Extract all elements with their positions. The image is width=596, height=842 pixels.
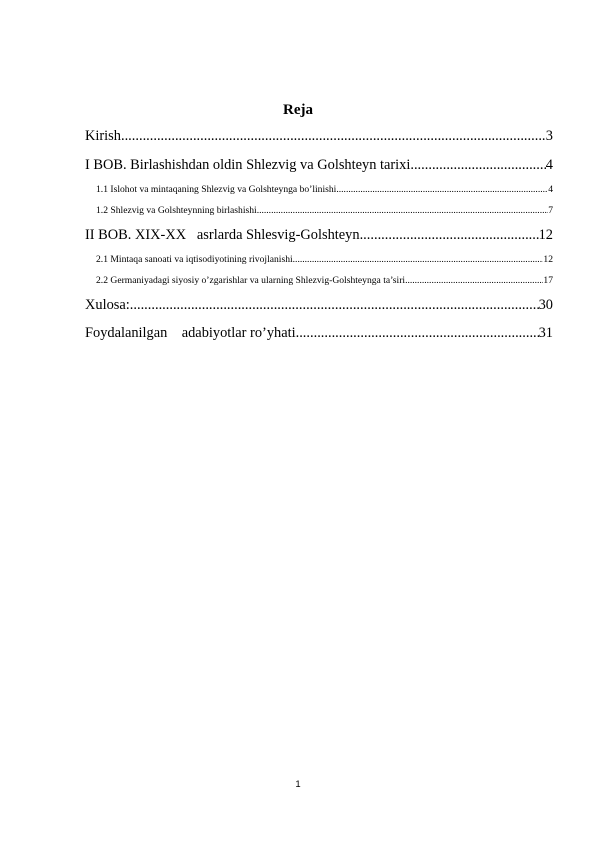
toc-title: Reja <box>283 102 313 118</box>
dot-leader <box>121 126 546 146</box>
toc-entry-chapter-1[interactable] <box>85 155 553 175</box>
dot-leader <box>360 225 539 245</box>
toc-entry-chapter-2[interactable] <box>85 225 553 245</box>
toc-entry-page: 3 <box>545 128 553 144</box>
dot-leader <box>257 204 549 218</box>
toc-entry-section-2-1[interactable] <box>96 253 553 267</box>
toc-entry-label: I BOB. Birlashishdan oldin Shlezvig va Golshteyn tarixi <box>85 157 411 173</box>
toc-entry-references[interactable] <box>85 323 553 343</box>
toc-entry-page: 31 <box>538 325 553 341</box>
toc-entry-page: 30 <box>538 297 553 313</box>
toc-entry-xulosa[interactable] <box>85 295 553 315</box>
toc-entry-section-1-1[interactable] <box>96 183 553 197</box>
toc-entry-label: Xulosa: <box>85 297 130 313</box>
toc-entry-page: 4 <box>548 184 553 195</box>
toc-entry-label: Foydalanilgan adabiyotlar ro’yhati <box>85 325 296 341</box>
toc-entry-page: 4 <box>545 157 553 173</box>
toc-entry-page: 12 <box>543 254 553 265</box>
toc-entry-kirish[interactable] <box>85 126 553 146</box>
toc-entry-label: 1.2 Shlezvig va Golshteynning birlashishi <box>96 205 257 216</box>
toc-entry-label: 2.2 Germaniyadagi siyosiy o’zgarishlar va ularning Shlezvig-Golshteynga ta’siri <box>96 275 406 286</box>
page-number: 1 <box>295 779 301 790</box>
toc-entry-page: 7 <box>548 205 553 216</box>
dot-leader <box>410 155 545 175</box>
dot-leader <box>293 253 544 267</box>
toc-entry-label: Kirish <box>85 128 121 144</box>
dot-leader <box>336 183 548 197</box>
toc-entry-page: 12 <box>538 227 553 243</box>
toc-entry-label: II BOB. XIX-XX asrlarda Shlesvig-Golshteyn <box>85 227 360 243</box>
toc-entry-label: 2.1 Mintaqa sanoati va iqtisodiyotining rivojlanishi <box>96 254 293 265</box>
dot-leader <box>296 323 539 343</box>
dot-leader <box>405 274 543 288</box>
toc-entry-page: 17 <box>543 275 553 286</box>
toc-entry-section-1-2[interactable] <box>96 204 553 218</box>
toc-entry-label: 1.1 Islohot va mintaqaning Shlezvig va Golshteynga bo’linishi <box>96 184 337 195</box>
dot-leader <box>130 295 539 315</box>
toc-entry-section-2-2[interactable] <box>96 274 553 288</box>
